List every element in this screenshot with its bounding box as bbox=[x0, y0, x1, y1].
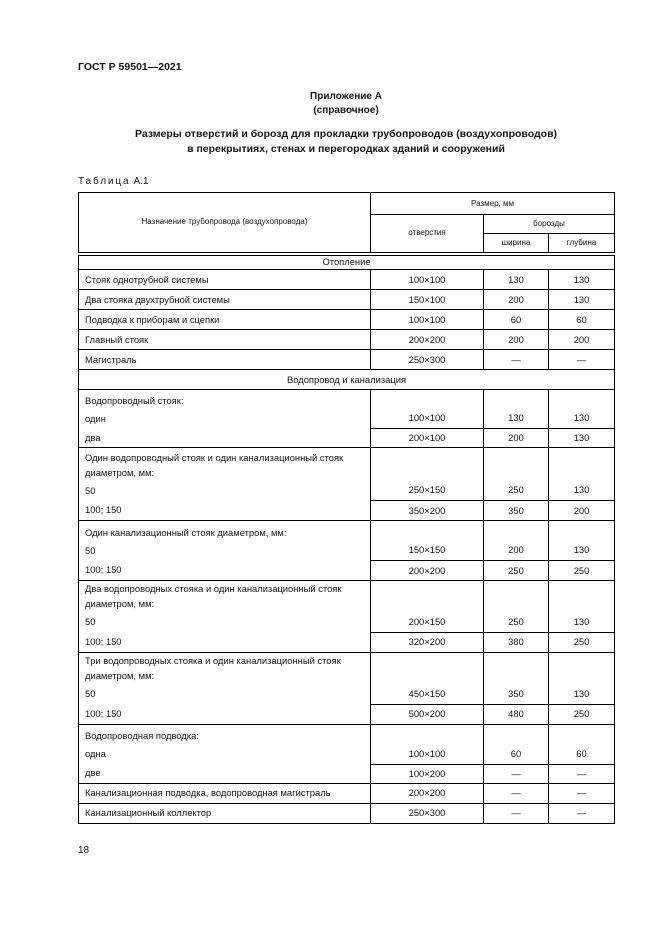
pipeline-name-cell: Магистраль bbox=[79, 350, 371, 370]
appendix-heading bbox=[78, 90, 614, 118]
groove-width-cell: 250 bbox=[484, 581, 549, 633]
groove-depth-cell: 200 bbox=[549, 330, 615, 350]
groove-depth-cell: 60 bbox=[549, 724, 615, 764]
table-header-row bbox=[79, 193, 615, 215]
table-row bbox=[79, 581, 615, 633]
opening-size-cell: 100×100 bbox=[371, 310, 484, 330]
groove-depth-cell: 250 bbox=[549, 561, 615, 581]
pipeline-name-cell: Канализационная подводка, водопроводная магистраль bbox=[79, 783, 371, 803]
appendix-title: Приложение А bbox=[310, 91, 382, 102]
pipeline-group-cell bbox=[79, 724, 371, 764]
table-row bbox=[79, 704, 615, 724]
table-caption-number: А.1 bbox=[133, 176, 149, 187]
groove-width-cell: 480 bbox=[484, 704, 549, 724]
document-title-line: в перекрытиях, стенах и перегородках зданий и сооружений bbox=[187, 143, 505, 155]
opening-size-cell: 200×200 bbox=[371, 561, 484, 581]
opening-size-cell: 320×200 bbox=[371, 632, 484, 652]
groove-depth-cell: 250 bbox=[549, 632, 615, 652]
groove-width-cell: 350 bbox=[484, 501, 549, 521]
opening-size-cell: 100×100 bbox=[371, 390, 484, 429]
opening-size-cell: 200×150 bbox=[371, 581, 484, 633]
pipeline-variant-cell: 100; 150 bbox=[79, 501, 371, 521]
purpose-header: Назначение трубопровода (воздухопровода) bbox=[79, 193, 371, 254]
pipeline-group-cell bbox=[79, 521, 371, 561]
opening-size-cell: 350×200 bbox=[371, 501, 484, 521]
pipeline-group-cell bbox=[79, 581, 371, 633]
opening-size-cell: 200×100 bbox=[371, 429, 484, 448]
pipeline-variant-label: 50 bbox=[85, 484, 96, 496]
table-row bbox=[79, 724, 615, 764]
groove-depth-header: глубина bbox=[549, 234, 615, 254]
section-title: Отопление bbox=[79, 254, 615, 270]
table-row bbox=[79, 501, 615, 521]
groove-width-cell: 200 bbox=[484, 429, 549, 448]
groove-depth-cell: — bbox=[549, 803, 615, 823]
openings-header: отверстия bbox=[371, 215, 484, 254]
dimensions-table bbox=[78, 192, 615, 824]
table-row bbox=[79, 783, 615, 803]
page-number: 18 bbox=[78, 845, 90, 856]
table-row bbox=[79, 652, 615, 704]
groove-depth-cell: 60 bbox=[549, 310, 615, 330]
pipeline-name-cell: Подводка к приборам и сцепки bbox=[79, 310, 371, 330]
pipeline-group-heading: Один канализационный стояк диаметром, мм: bbox=[85, 526, 287, 538]
section-title: Водопровод и канализация bbox=[79, 370, 615, 390]
opening-size-cell: 100×200 bbox=[371, 764, 484, 783]
groove-depth-cell: 130 bbox=[549, 521, 615, 561]
table-row bbox=[79, 390, 615, 429]
opening-size-cell: 100×100 bbox=[371, 270, 484, 290]
table-row bbox=[79, 803, 615, 823]
groove-width-cell: 60 bbox=[484, 724, 549, 764]
opening-size-cell: 450×150 bbox=[371, 652, 484, 704]
table-row bbox=[79, 632, 615, 652]
table-caption-label: Таблица bbox=[78, 176, 131, 187]
pipeline-variant-label: одна bbox=[85, 748, 106, 759]
groove-depth-cell: 200 bbox=[549, 501, 615, 521]
pipeline-variant-label: один bbox=[85, 412, 106, 424]
groove-depth-cell: 130 bbox=[549, 448, 615, 501]
pipeline-name-cell: Главный стояк bbox=[79, 330, 371, 350]
groove-width-cell: 200 bbox=[484, 290, 549, 310]
opening-size-cell: 150×150 bbox=[371, 521, 484, 561]
table-row bbox=[79, 448, 615, 501]
table-row bbox=[79, 429, 615, 448]
groove-width-cell: 200 bbox=[484, 330, 549, 350]
opening-size-cell: 250×150 bbox=[371, 448, 484, 501]
groove-depth-cell: 130 bbox=[549, 290, 615, 310]
table-row bbox=[79, 330, 615, 350]
pipeline-name-cell: Канализационный коллектор bbox=[79, 803, 371, 823]
pipeline-variant-cell: 100; 150 bbox=[79, 632, 371, 652]
table-row bbox=[79, 561, 615, 581]
opening-size-cell: 250×300 bbox=[371, 350, 484, 370]
table-row bbox=[79, 270, 615, 290]
section-row bbox=[79, 254, 615, 270]
groove-depth-cell: 130 bbox=[549, 652, 615, 704]
pipeline-variant-cell: две bbox=[79, 764, 371, 783]
pipeline-name-cell: Два стояка двухтрубной системы bbox=[79, 290, 371, 310]
groove-depth-cell: — bbox=[549, 783, 615, 803]
table-row bbox=[79, 350, 615, 370]
groove-width-cell: 250 bbox=[484, 448, 549, 501]
pipeline-variant-cell: 100; 150 bbox=[79, 704, 371, 724]
groove-width-header: ширина bbox=[484, 234, 549, 254]
groove-width-cell: — bbox=[484, 803, 549, 823]
groove-depth-cell: 250 bbox=[549, 704, 615, 724]
appendix-type: (справочное) bbox=[313, 105, 379, 116]
groove-depth-cell: 130 bbox=[549, 581, 615, 633]
pipeline-variant-cell: 100; 150 bbox=[79, 561, 371, 581]
groove-width-cell: 380 bbox=[484, 632, 549, 652]
groove-depth-cell: — bbox=[549, 350, 615, 370]
pipeline-variant-cell: два bbox=[79, 429, 371, 448]
groove-width-cell: — bbox=[484, 783, 549, 803]
pipeline-group-heading: Три водопроводных стояка и один канализационный стояк диаметром, мм: bbox=[85, 655, 341, 681]
groove-width-cell: 130 bbox=[484, 390, 549, 429]
opening-size-cell: 250×300 bbox=[371, 803, 484, 823]
document-title bbox=[78, 127, 614, 157]
table-row bbox=[79, 310, 615, 330]
pipeline-group-heading: Два водопроводных стояка и один канализационный стояк диаметром, мм: bbox=[85, 583, 342, 609]
groove-width-cell: 350 bbox=[484, 652, 549, 704]
size-header: Размер, мм bbox=[371, 193, 615, 215]
pipeline-group-cell bbox=[79, 448, 371, 501]
groove-depth-cell: 130 bbox=[549, 390, 615, 429]
standard-id: ГОСТ Р 59501—2021 bbox=[78, 61, 182, 73]
section-row bbox=[79, 370, 615, 390]
table-row bbox=[79, 521, 615, 561]
grooves-header: борозды bbox=[484, 215, 615, 234]
pipeline-variant-label: 50 bbox=[85, 544, 96, 556]
groove-depth-cell: 130 bbox=[549, 270, 615, 290]
groove-width-cell: — bbox=[484, 350, 549, 370]
groove-width-cell: — bbox=[484, 764, 549, 783]
groove-depth-cell: 130 bbox=[549, 429, 615, 448]
table-caption bbox=[78, 176, 149, 188]
opening-size-cell: 100×100 bbox=[371, 724, 484, 764]
opening-size-cell: 500×200 bbox=[371, 704, 484, 724]
groove-width-cell: 130 bbox=[484, 270, 549, 290]
groove-width-cell: 60 bbox=[484, 310, 549, 330]
pipeline-group-heading: Один водопроводный стояк и один канализационный стояк диаметром, мм: bbox=[85, 451, 344, 478]
pipeline-group-heading: Водопроводная подводка: bbox=[85, 730, 199, 741]
document-title-line: Размеры отверстий и борозд для прокладки трубопроводов (воздухопроводов) bbox=[134, 128, 558, 140]
opening-size-cell: 200×200 bbox=[371, 330, 484, 350]
groove-width-cell: 250 bbox=[484, 561, 549, 581]
groove-width-cell: 200 bbox=[484, 521, 549, 561]
pipeline-group-heading: Водопроводный стояк: bbox=[85, 394, 184, 406]
pipeline-variant-label: 50 bbox=[85, 688, 96, 699]
opening-size-cell: 150×100 bbox=[371, 290, 484, 310]
pipeline-variant-label: 50 bbox=[85, 616, 96, 627]
opening-size-cell: 200×200 bbox=[371, 783, 484, 803]
pipeline-name-cell: Стояк однотрубной системы bbox=[79, 270, 371, 290]
pipeline-group-cell bbox=[79, 390, 371, 429]
pipeline-group-cell bbox=[79, 652, 371, 704]
table-row bbox=[79, 290, 615, 310]
table-row bbox=[79, 764, 615, 783]
groove-depth-cell: — bbox=[549, 764, 615, 783]
